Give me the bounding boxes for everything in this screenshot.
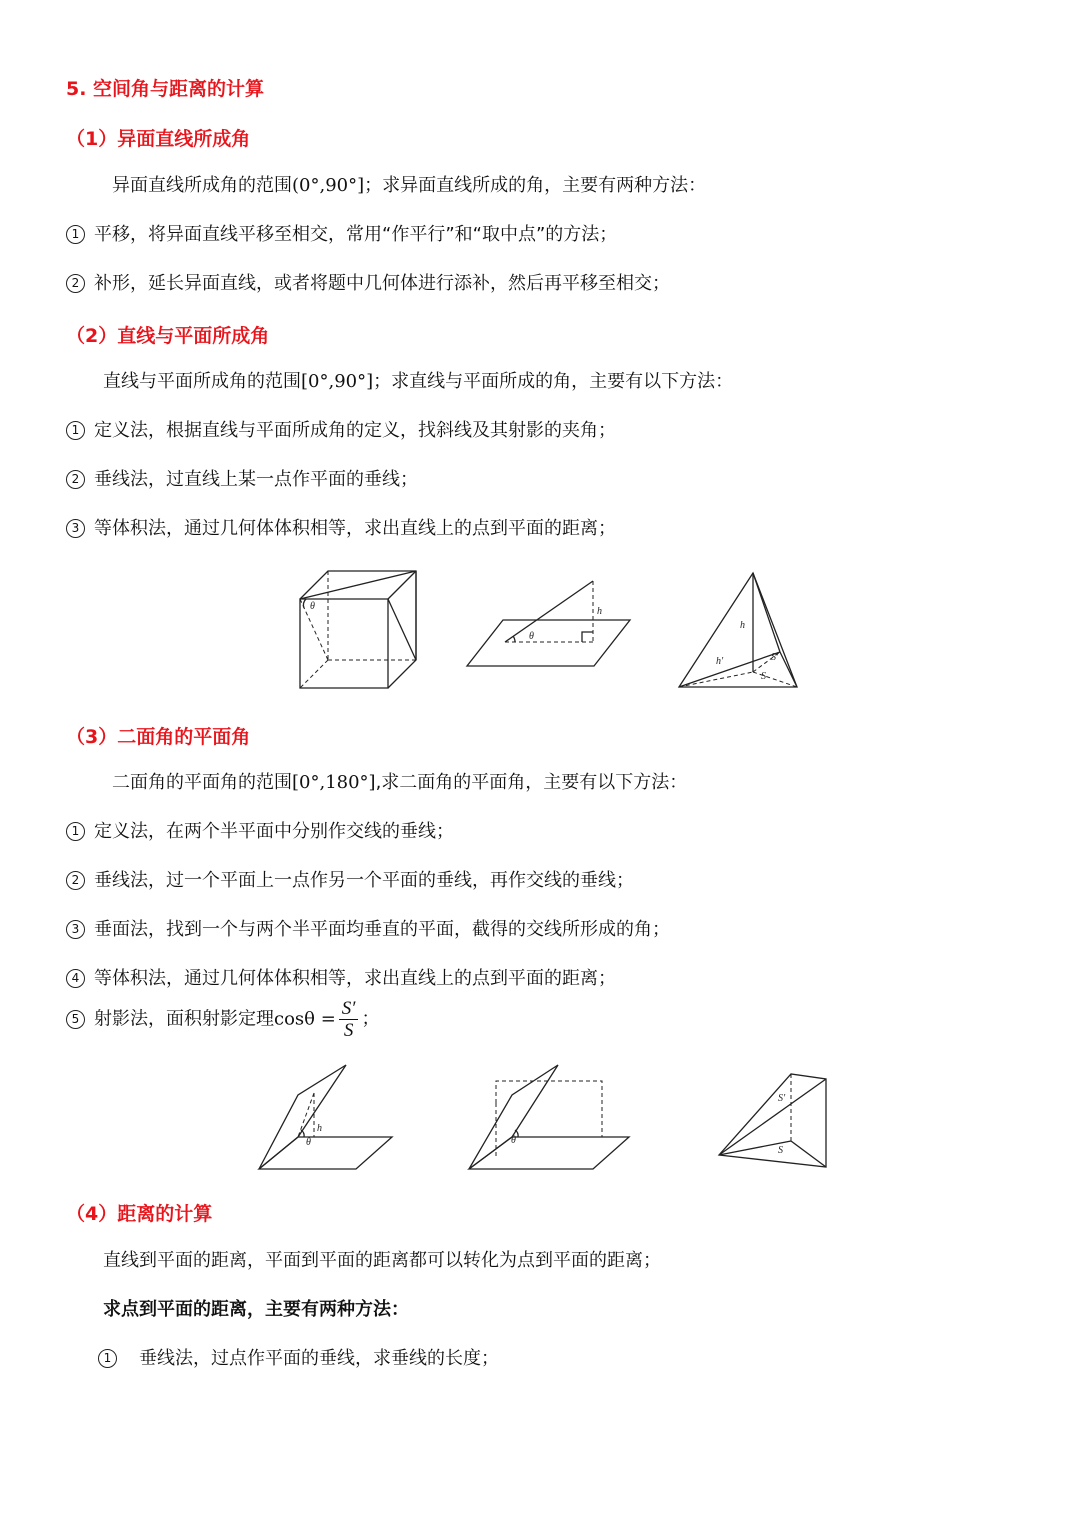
list-item-text: 垂线法，过一个平面上一点作另一个平面的垂线，再作交线的垂线；	[94, 870, 634, 891]
circled-number: 4	[66, 969, 85, 988]
area-ratio-fraction	[339, 998, 359, 1041]
intro-text: 二面角的平面角的范围	[112, 772, 292, 793]
intro-text-tail: ,求二面角的平面角，主要有以下方法：	[375, 772, 688, 793]
s-prime-label: S′	[771, 652, 779, 663]
list-item-text: 补形，延长异面直线，或者将题中几何体进行添补，然后再平移至相交；	[94, 273, 670, 294]
list-item-text: 射影法，面积射影定理	[94, 1008, 274, 1030]
range-text: [0°,90°]	[301, 371, 374, 392]
circled-number: 1	[66, 225, 85, 244]
list-item-text: 垂线法，过点作平面的垂线，求垂线的长度；	[139, 1348, 499, 1369]
circled-number: 3	[66, 920, 85, 939]
list-item	[66, 223, 617, 247]
range-text: (0°,90°]	[292, 175, 365, 196]
list-item-text: 定义法，根据直线与平面所成角的定义，找斜线及其射影的夹角；	[94, 420, 616, 441]
list-item-text: 等体积法，通过几何体体积相等，求出直线上的点到平面的距离；	[94, 968, 616, 989]
s-label: S	[778, 1145, 783, 1156]
circled-number: 3	[66, 519, 85, 538]
paragraph-1-intro	[112, 174, 706, 198]
list-item-text: 平移，将异面直线平移至相交，常用“作平行”和“取中点”的方法；	[94, 224, 618, 245]
section-title: 5. 空间角与距离的计算	[66, 78, 265, 100]
intro-text: 直线与平面所成角的范围	[103, 371, 301, 392]
list-item	[66, 468, 418, 492]
list-item-text: 垂线法，过直线上某一点作平面的垂线；	[94, 469, 418, 490]
theta-label: θ	[529, 631, 534, 642]
list-item	[66, 272, 670, 296]
dihedral-diagram-1	[256, 1063, 396, 1173]
formula-lhs: cosθ =	[274, 1008, 336, 1030]
h-label: h	[597, 606, 602, 617]
list-item-text: 定义法，在两个半平面中分别作交线的垂线；	[94, 821, 454, 842]
list-item	[66, 967, 616, 991]
list-item-formula	[66, 998, 379, 1041]
circled-number: 2	[66, 871, 85, 890]
dihedral-diagram-2	[466, 1063, 634, 1173]
subsection-title-1: （1）异面直线所成角	[66, 128, 251, 150]
circled-number: 5	[66, 1010, 85, 1029]
subsection-title-3: （3）二面角的平面角	[66, 726, 251, 748]
list-item	[98, 1347, 499, 1371]
intro-text-tail: ；求异面直线所成的角，主要有两种方法：	[364, 175, 707, 196]
list-item-text: 等体积法，通过几何体体积相等，求出直线上的点到平面的距离；	[94, 518, 616, 539]
list-item	[66, 517, 616, 541]
paragraph-4-bold	[103, 1298, 409, 1322]
list-item	[66, 820, 454, 844]
subsection-title-4: （4）距离的计算	[66, 1203, 213, 1225]
intro-text-tail: ；求直线与平面所成的角，主要有以下方法：	[373, 371, 734, 392]
fraction-numerator: S′	[339, 998, 359, 1020]
circled-number: 2	[66, 470, 85, 489]
theta-label: θ	[511, 1135, 516, 1146]
fraction-denominator: S	[343, 1020, 354, 1041]
h-label: h	[740, 620, 745, 631]
circled-number: 2	[66, 274, 85, 293]
list-item-text: 垂面法，找到一个与两个半平面均垂直的平面，截得的交线所形成的角；	[94, 919, 670, 940]
list-item	[66, 918, 670, 942]
formula-tail: ；	[361, 1008, 380, 1030]
s-prime-label: S′	[778, 1093, 786, 1104]
theta-label: θ	[310, 601, 315, 612]
tetrahedron-diagram	[676, 570, 801, 692]
list-item	[66, 419, 616, 443]
s-label: S	[761, 671, 766, 682]
circled-number: 1	[66, 822, 85, 841]
cube-diagram	[296, 568, 421, 692]
projection-diagram	[716, 1071, 832, 1171]
paragraph-2-intro	[103, 370, 733, 394]
subsection-title-2: （2）直线与平面所成角	[66, 325, 270, 347]
h-label: h	[317, 1123, 322, 1134]
h-prime-label: h′	[716, 656, 724, 667]
plane-line-diagram	[465, 578, 635, 670]
theta-label: θ	[306, 1137, 311, 1148]
paragraph-3-intro	[112, 771, 687, 795]
list-item	[66, 869, 634, 893]
intro-text: 异面直线所成角的范围	[112, 175, 292, 196]
circled-number: 1	[98, 1349, 117, 1368]
range-text: [0°,180°]	[292, 772, 376, 793]
paragraph-4-line: 直线到平面的距离，平面到平面的距离都可以转化为点到平面的距离；	[103, 1250, 661, 1271]
circled-number: 1	[66, 421, 85, 440]
bold-text: 求点到平面的距离，主要有两种方法：	[103, 1299, 409, 1320]
